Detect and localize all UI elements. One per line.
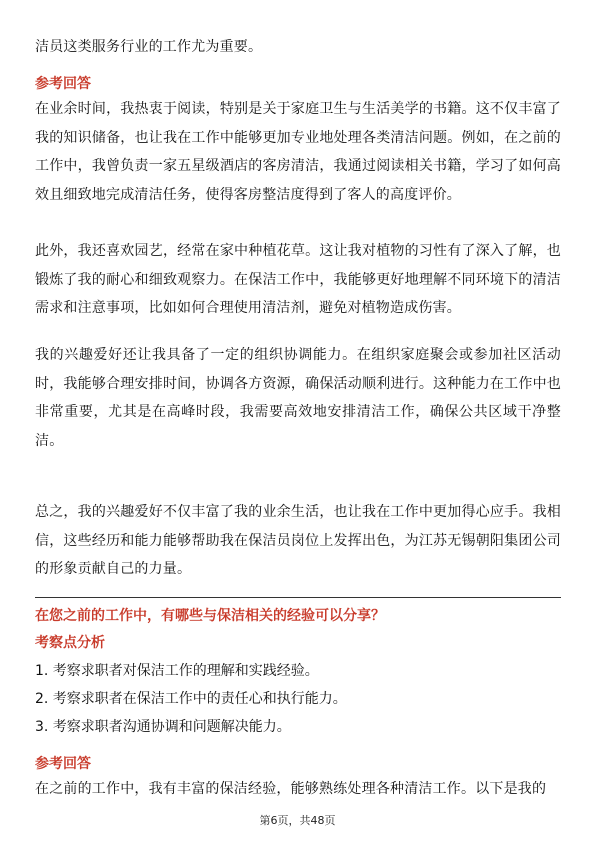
answer-text-2: 在之前的工作中，我有丰富的保洁经验，能够熟练处理各种清洁工作。以下是我的 [35,781,547,797]
reference-answer-heading-2: 参考回答 [35,756,91,772]
answer-paragraph-3: 我的兴趣爱好还让我具备了一定的组织协调能力。在组织家庭聚会或参加社区活动时，我能够合理安排时间，协调各方资源，确保活动顺利进行。这种能力在工作中也非常重要，尤其是在高峰时段，我需要高效地安排清洁工作，确保公共区域干净整洁。 [35,347,561,449]
answer-paragraph-1: 在业余时间，我热衷于阅读，特别是关于家庭卫生与生活美学的书籍。这不仅丰富了我的知识储备，也让我在工作中能够更加专业地处理各类清洁问题。例如，在之前的工作中，我曾负责一家五星级酒店的客房清洁，我通过阅读相关书籍，学习了如何高效且细致地完成清洁任务，使得客房整洁度得到了客人的高度评价。 [35,101,561,203]
analysis-item: 3. 考察求职者沟通协调和问题解决能力。 [35,719,291,735]
page-number: 第6页，共48页 [259,814,336,827]
intro-line: 洁员这类服务行业的工作尤为重要。 [35,39,263,55]
analysis-heading: 考察点分析 [35,635,105,651]
answer-paragraph-2: 此外，我还喜欢园艺，经常在家中种植花草。这让我对植物的习性有了深入了解，也锻炼了我的耐心和细致观察力。在保洁工作中，我能够更好地理解不同环境下的清洁需求和注意事项，比如如何合理使用清洁剂，避免对植物造成伤害。 [35,243,561,316]
answer-paragraph-4: 总之，我的兴趣爱好不仅丰富了我的业余生活，也让我在工作中更加得心应手。我相信，这些经历和能力能够帮助我在保洁员岗位上发挥出色，为江苏无锡朝阳集团公司的形象贡献自己的力量。 [35,504,561,577]
analysis-item: 1. 考察求职者对保洁工作的理解和实践经验。 [35,663,319,679]
section-divider [35,597,561,598]
question-title: 在您之前的工作中，有哪些与保洁相关的经验可以分享？ [35,608,385,624]
analysis-item: 2. 考察求职者在保洁工作中的责任心和执行能力。 [35,691,347,707]
reference-answer-heading: 参考回答 [35,76,91,92]
